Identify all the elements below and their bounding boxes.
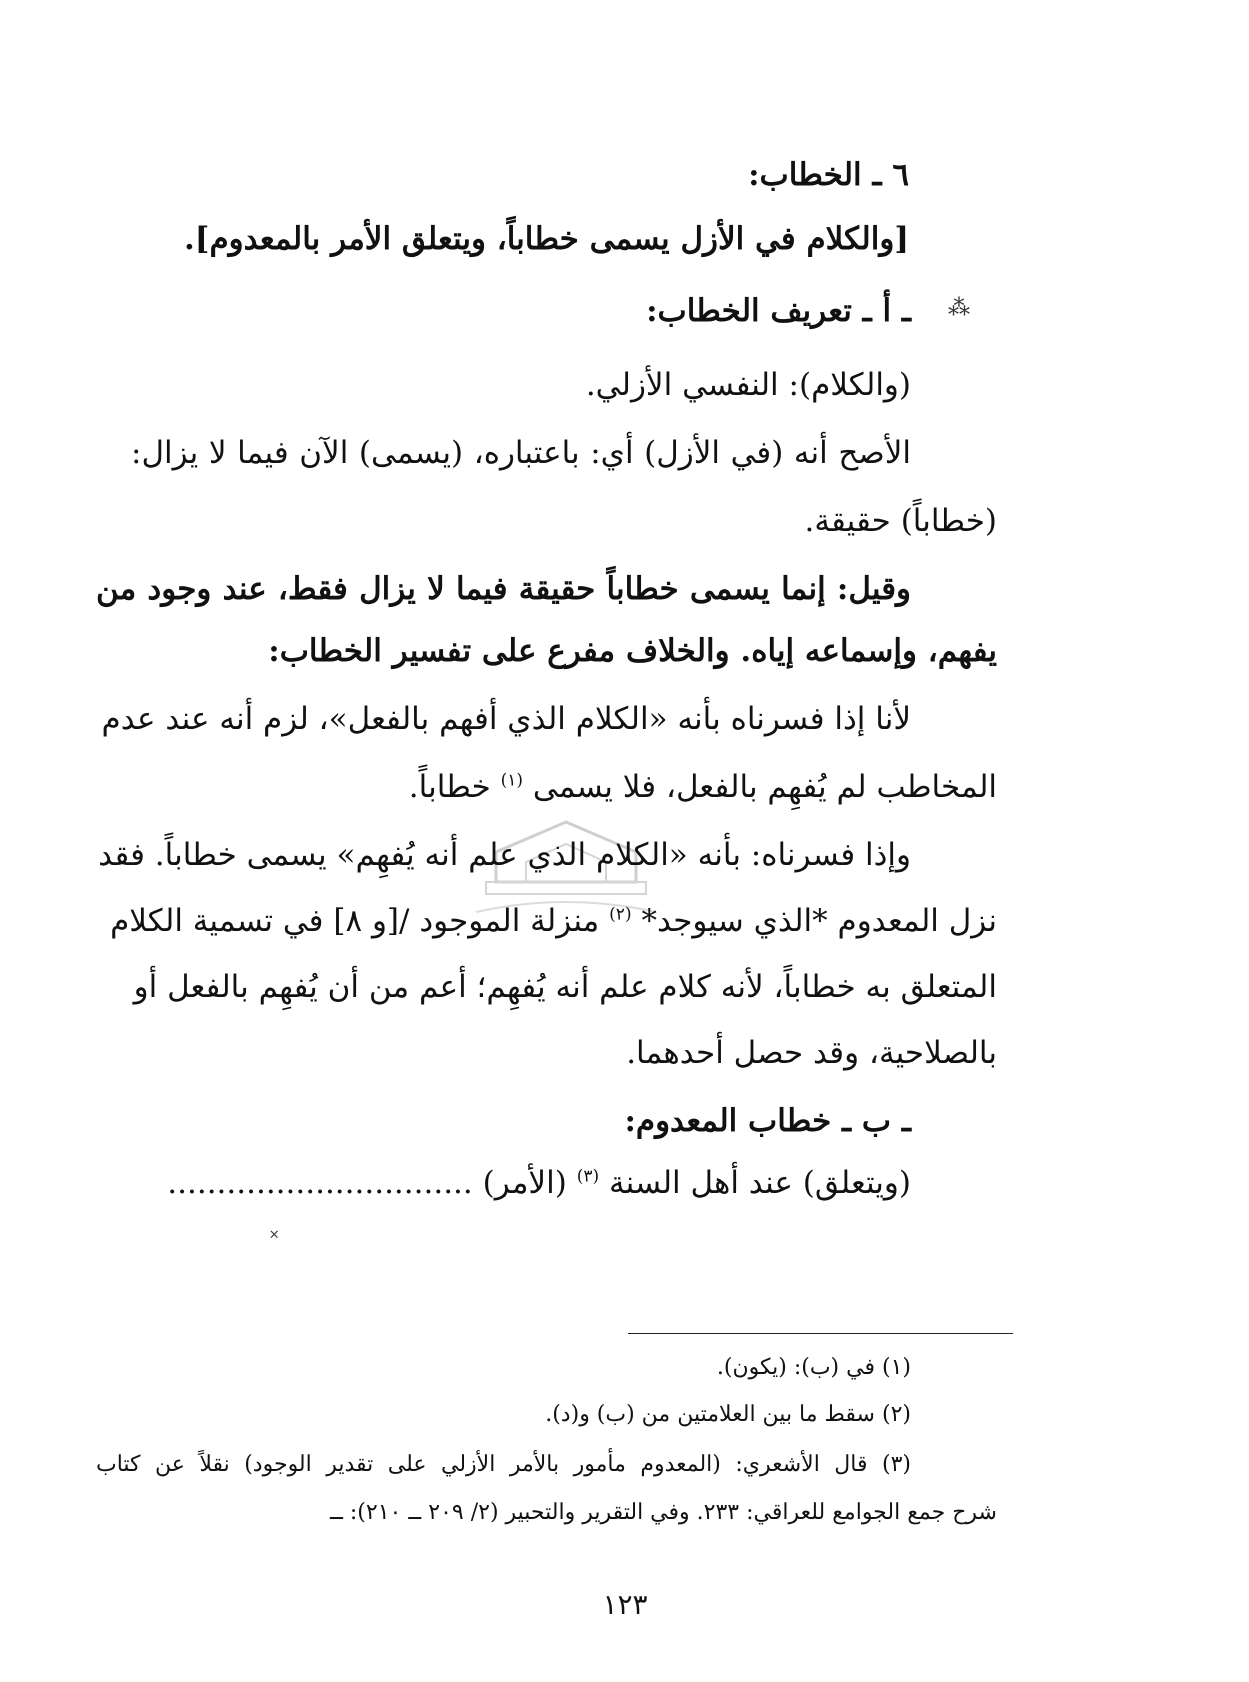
footnote-ref-1: (١) xyxy=(500,770,524,791)
paragraph-5-line-3: المتعلق به خطاباً، لأنه كلام علم أنه يُفهِم؛ أعم من أن يُفهِم بالفعل أو xyxy=(133,969,997,1005)
footnote-ref-2: (٢) xyxy=(609,904,632,925)
footnote-1: (١) في (ب): (يكون). xyxy=(716,1355,911,1380)
paragraph-5-line-2 xyxy=(110,904,997,940)
paragraph-1: (والكلام): النفسي الأزلي. xyxy=(585,367,911,403)
footnote-ref-3: (٣) xyxy=(576,1166,600,1187)
margin-mark: ⁂ xyxy=(948,296,970,321)
paragraph-2-line-1: الأصح أنه (في الأزل) أي: باعتباره، (يسمى) الآن فيما لا يزال: xyxy=(131,435,911,471)
subsection-a-title: ـ أ ـ تعريف الخطاب: xyxy=(646,293,911,329)
paragraph-4-line-1: لأنا إذا فسرناه بأنه «الكلام الذي أفهم بالفعل»، لزم أنه عند عدم xyxy=(101,701,911,737)
paragraph-4-end: خطاباً. xyxy=(408,769,491,805)
paragraph-6-end: (الأمر) xyxy=(482,1165,567,1201)
paragraph-5-text: نزل المعدوم *الذي سيوجد* xyxy=(641,903,997,939)
paragraph-6 xyxy=(167,1166,911,1202)
continuation-dots: ............................... xyxy=(167,1165,473,1201)
matn-text: [والكلام في الأزل يسمى خطاباً، ويتعلق الأمر بالمعدوم]. xyxy=(184,221,909,257)
paragraph-4-line-2 xyxy=(409,770,997,806)
paragraph-4-text: المخاطب لم يُفهِم بالفعل، فلا يسمى xyxy=(532,769,997,805)
page-number: ١٢٣ xyxy=(602,1588,648,1621)
paragraph-3-line-2: يفهم، وإسماعه إياه. والخلاف مفرع على تفسير الخطاب: xyxy=(268,633,997,669)
footnote-2: (٢) سقط ما بين العلامتين من (ب) و(د). xyxy=(545,1402,911,1427)
paragraph-2-line-2: (خطاباً) حقيقة. xyxy=(804,503,997,539)
paragraph-3-line-1: وقيل: إنما يسمى خطاباً حقيقة فيما لا يزال فقط، عند وجود من xyxy=(96,571,911,607)
footnote-3-line-2: شرح جمع الجوامع للعراقي: ٢٣٣. وفي التقرير والتحبير (٢/ ٢٠٩ ــ ٢١٠): ــ xyxy=(330,1500,997,1525)
paragraph-5-text-cont: منزلة الموجود /[و ٨] في تسمية الكلام xyxy=(110,903,600,939)
subsection-b-title: ـ ب ـ خطاب المعدوم: xyxy=(624,1103,911,1139)
footnote-3-line-1: (٣) قال الأشعري: (المعدوم مأمور بالأمر الأزلي على تقدير الوجود) نقلاً عن كتاب xyxy=(96,1452,911,1477)
paragraph-6-text: (ويتعلق) عند أهل السنة xyxy=(608,1165,911,1201)
stray-mark: ˟ xyxy=(270,1227,279,1252)
paragraph-5-line-1: وإذا فسرناه: بأنه «الكلام الذي علم أنه يُفهِم» يسمى خطاباً. فقد xyxy=(98,837,911,873)
paragraph-5-line-4: بالصلاحية، وقد حصل أحدهما. xyxy=(626,1035,997,1071)
section-heading: ٦ ـ الخطاب: xyxy=(748,157,909,193)
footnote-separator xyxy=(628,1333,1013,1334)
